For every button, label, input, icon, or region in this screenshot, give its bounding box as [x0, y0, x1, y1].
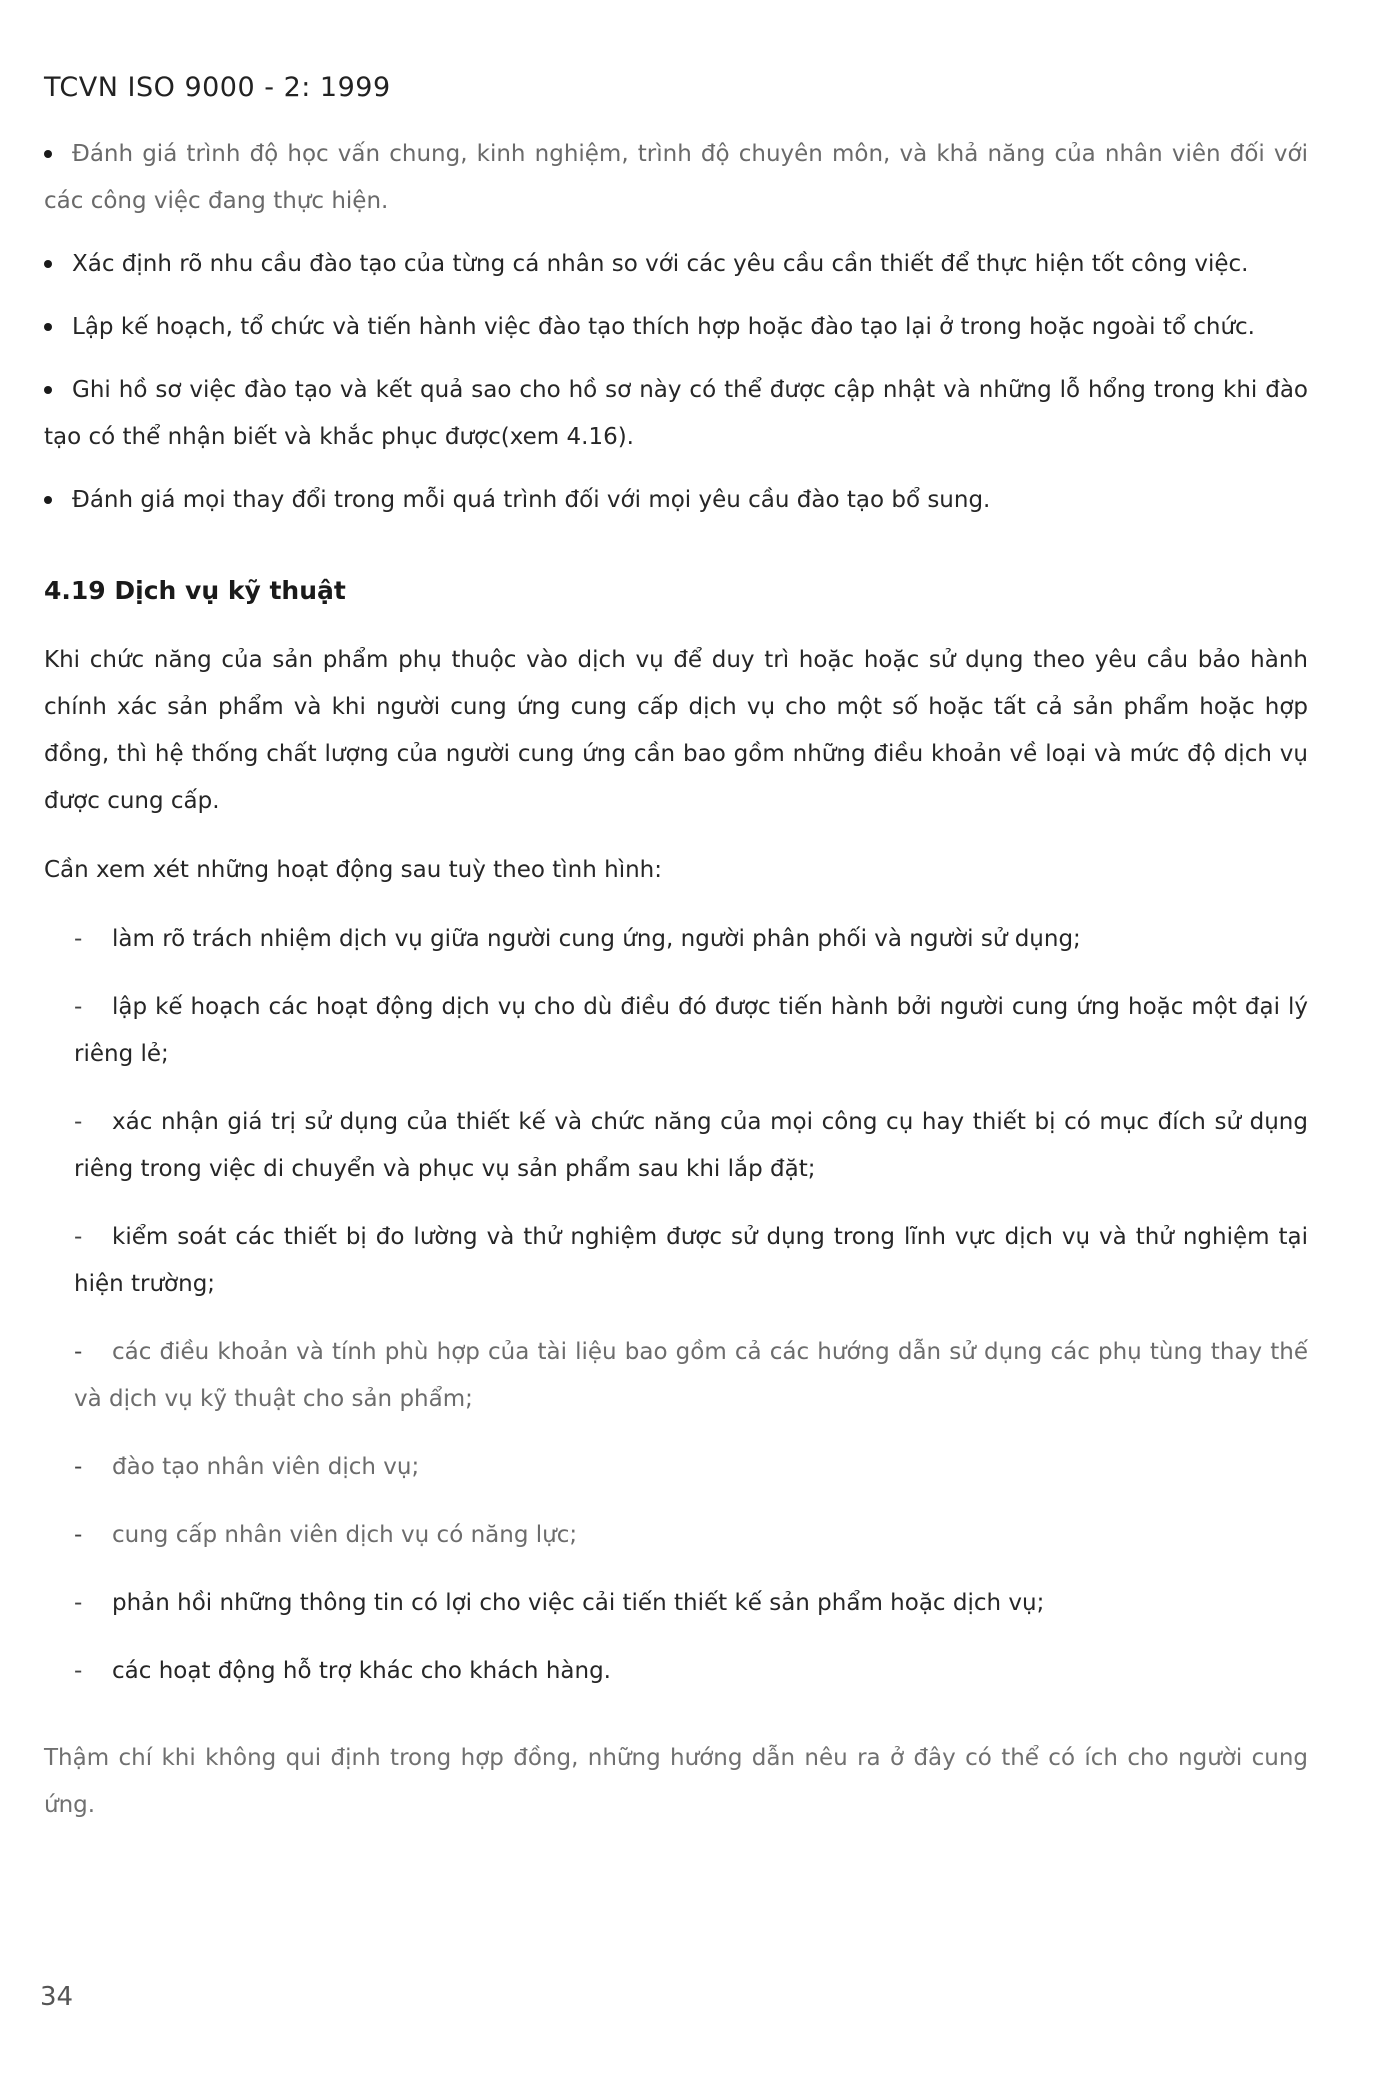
dash-icon: - [74, 1224, 83, 1250]
bullet-dot-icon [44, 323, 52, 331]
dash-icon: - [74, 1109, 83, 1135]
activity-list [44, 916, 1308, 1695]
bullet-dot-icon [44, 260, 52, 268]
bullet-dot-icon [44, 386, 52, 394]
list-item: - phản hồi những thông tin có lợi cho việc cải tiến thiết kế sản phẩm hoặc dịch vụ; [74, 1580, 1308, 1627]
dash-icon: - [74, 1454, 83, 1480]
bullet-item: Lập kế hoạch, tổ chức và tiến hành việc đào tạo thích hợp hoặc đào tạo lại ở trong hoặc ngoài tổ chức. [44, 304, 1308, 351]
list-item: - lập kế hoạch các hoạt động dịch vụ cho dù điều đó được tiến hành bởi người cung ứng hoặc một đại lý riêng lẻ; [74, 984, 1308, 1078]
bullet-item: Đánh giá trình độ học vấn chung, kinh nghiệm, trình độ chuyên môn, và khả năng của nhân viên đối với các công việc đang thực hiện. [44, 141, 1308, 214]
dash-icon: - [74, 1522, 83, 1548]
bullet-item: Đánh giá mọi thay đổi trong mỗi quá trình đối với mọi yêu cầu đào tạo bổ sung. [44, 477, 1308, 524]
list-item: - đào tạo nhân viên dịch vụ; [74, 1444, 1308, 1491]
dash-icon: - [74, 1590, 83, 1616]
closing-paragraph: Thậm chí khi không qui định trong hợp đồng, những hướng dẫn nêu ra ở đây có thể có ích cho người cung ứng. [44, 1745, 1308, 1818]
list-item: - các điều khoản và tính phù hợp của tài liệu bao gồm cả các hướng dẫn sử dụng các phụ tùng thay thế và dịch vụ kỹ thuật cho sản phẩm; [74, 1329, 1308, 1423]
dash-icon: - [74, 926, 83, 952]
section-heading: 4.19 Dịch vụ kỹ thuật [44, 576, 346, 605]
bullet-item: Ghi hồ sơ việc đào tạo và kết quả sao cho hồ sơ này có thể được cập nhật và những lỗ hổng trong khi đào tạo có thể nhận biết và khắc phục được(xem 4.16). [44, 377, 1308, 450]
bullet-item: Xác định rõ nhu cầu đào tạo của từng cá nhân so với các yêu cầu cần thiết để thực hiện tốt công việc. [44, 241, 1308, 288]
section-paragraph: Khi chức năng của sản phẩm phụ thuộc vào dịch vụ để duy trì hoặc hoặc sử dụng theo yêu cầu bảo hành chính xác sản phẩm và khi người cung ứng cung cấp dịch vụ cho một số hoặc tất cả sản phẩm hoặc hợp đồng, thì hệ thống chất lượng của người cung ứng cần bao gồm những điều khoản về loại và mức độ dịch vụ được cung cấp. [44, 647, 1308, 814]
list-item: - làm rõ trách nhiệm dịch vụ giữa người cung ứng, người phân phối và người sử dụng; [74, 916, 1308, 963]
list-item: - cung cấp nhân viên dịch vụ có năng lực; [74, 1512, 1308, 1559]
list-item: - xác nhận giá trị sử dụng của thiết kế và chức năng của mọi công cụ hay thiết bị có mục đích sử dụng riêng trong việc di chuyển và phục vụ sản phẩm sau khi lắp đặt; [74, 1099, 1308, 1193]
document-header: TCVN ISO 9000 - 2: 1999 [44, 72, 391, 103]
training-bullet-list [44, 131, 1308, 524]
bullet-dot-icon [44, 496, 52, 504]
list-item: - kiểm soát các thiết bị đo lường và thử nghiệm được sử dụng trong lĩnh vực dịch vụ và thử nghiệm tại hiện trường; [74, 1214, 1308, 1308]
dash-icon: - [74, 994, 83, 1020]
page-number: 34 [40, 1982, 74, 2012]
list-item: - các hoạt động hỗ trợ khác cho khách hàng. [74, 1648, 1308, 1695]
section-intro: Cần xem xét những hoạt động sau tuỳ theo tình hình: [44, 857, 663, 883]
dash-icon: - [74, 1339, 83, 1365]
bullet-dot-icon [44, 150, 52, 158]
dash-icon: - [74, 1658, 83, 1684]
